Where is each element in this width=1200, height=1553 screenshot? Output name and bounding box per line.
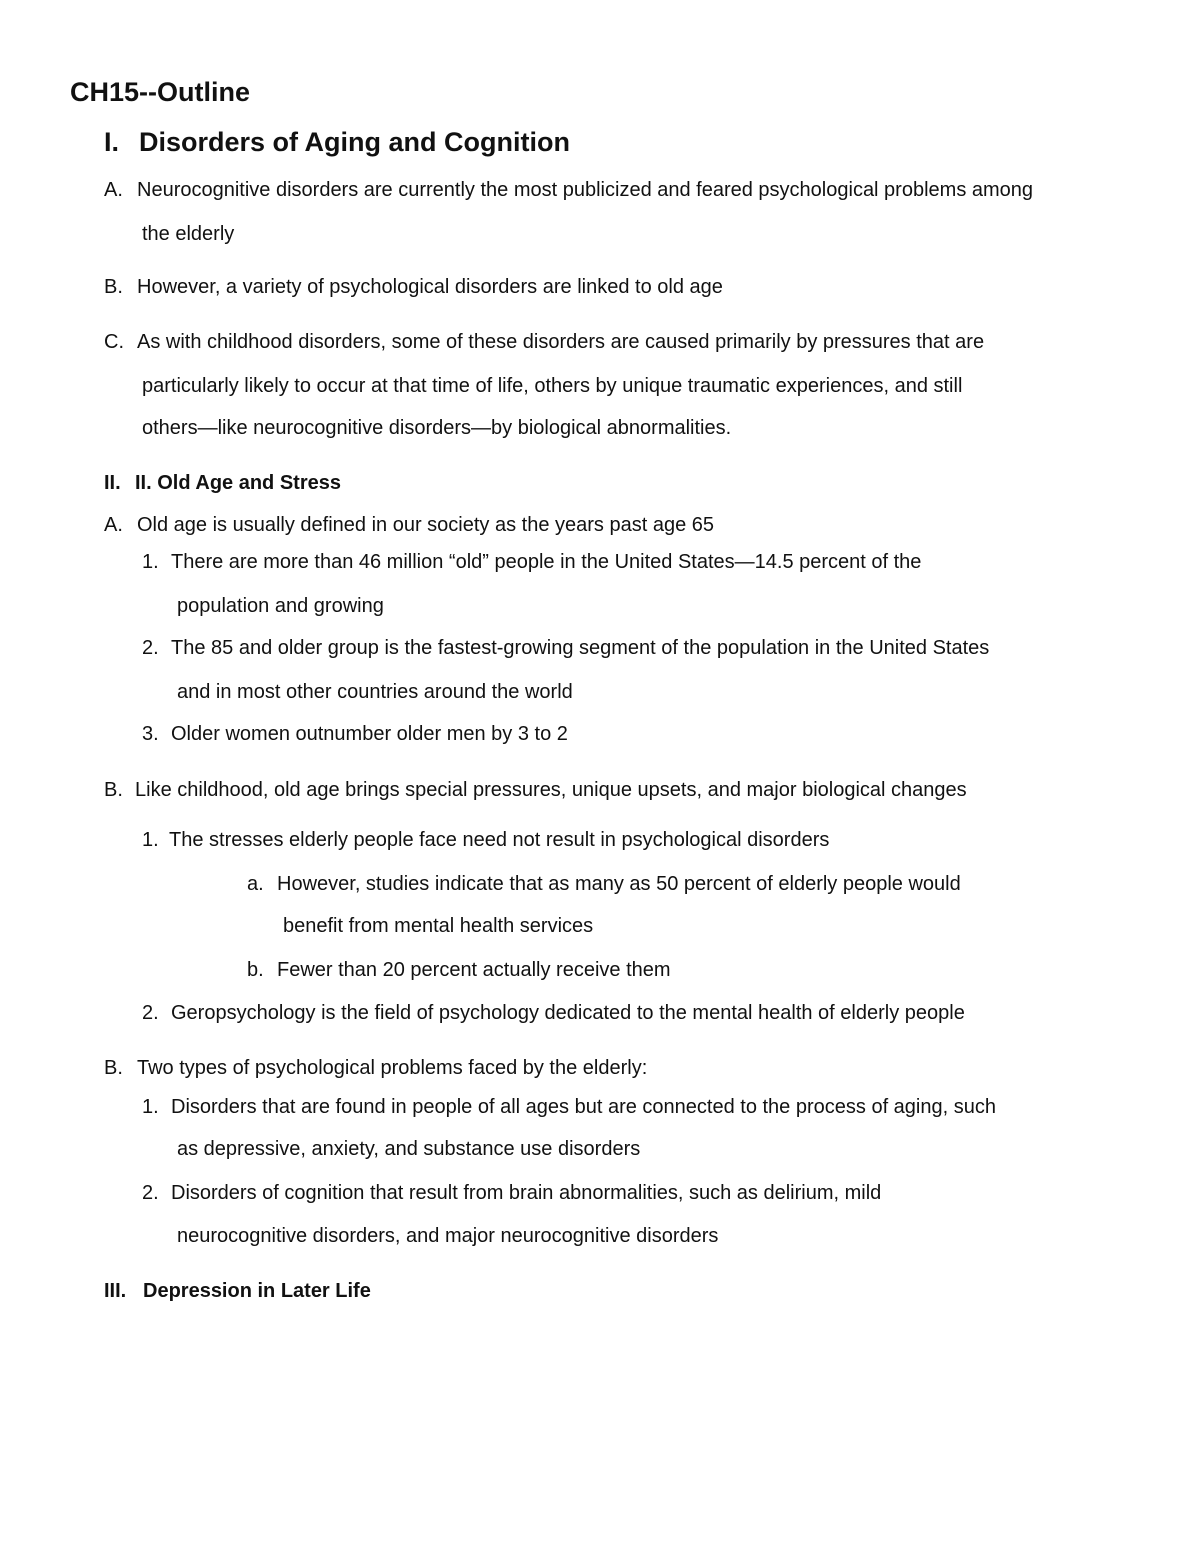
section-2-heading: II. Old Age and Stress (135, 472, 341, 494)
section-2-b1-2-marker: 2. (142, 1002, 159, 1024)
section-2-b1-text: Like childhood, old age brings special pressures, unique upsets, and major biological changes (135, 779, 967, 801)
section-2-b1-1-a-marker: a. (247, 873, 264, 895)
section-2-b1-marker: B. (104, 779, 123, 801)
section-2-a-3-marker: 3. (142, 723, 159, 745)
section-3-heading: Depression in Later Life (143, 1280, 371, 1302)
section-2-marker: II. (104, 472, 121, 494)
section-1-a-marker: A. (104, 179, 123, 201)
section-2-b1-1-a-line-2: benefit from mental health services (283, 915, 594, 937)
section-2-a-marker: A. (104, 514, 123, 536)
section-2-b1-1-line-1: The stresses elderly people face need not result in psychological disorders (169, 829, 830, 851)
section-2-b2-text: Two types of psychological problems faced by the elderly: (137, 1057, 648, 1079)
section-1-heading: Disorders of Aging and Cognition (139, 127, 570, 157)
section-2-b1-2-line-1: Geropsychology is the field of psychology dedicated to the mental health of elderly people (171, 1002, 965, 1024)
section-1-a-line-2: the elderly (142, 223, 235, 245)
section-1-c-line-1: As with childhood disorders, some of these disorders are caused primarily by pressures that are (137, 331, 985, 353)
section-2-b1-1-marker: 1. (142, 829, 159, 851)
section-2-a-2-line-1: The 85 and older group is the fastest-growing segment of the population in the United States (171, 637, 990, 659)
section-2-b2-2-line-2: neurocognitive disorders, and major neurocognitive disorders (177, 1225, 719, 1247)
section-1-c-line-3: others—like neurocognitive disorders—by biological abnormalities. (142, 417, 732, 439)
section-2-b2-1-line-1: Disorders that are found in people of all ages but are connected to the process of aging, such (171, 1096, 996, 1118)
section-2-a-1-line-1: There are more than 46 million “old” people in the United States—14.5 percent of the (171, 551, 922, 573)
section-2-b2-marker: B. (104, 1057, 123, 1079)
section-1-c-marker: C. (104, 331, 124, 353)
section-1-c-line-2: particularly likely to occur at that time of life, others by unique traumatic experiences, and still (142, 375, 963, 397)
section-1-a-line-1: Neurocognitive disorders are currently the most publicized and feared psychological problems among (137, 179, 1034, 201)
section-2-b1-1-b-line-1: Fewer than 20 percent actually receive them (277, 959, 671, 981)
section-2-b2-2-marker: 2. (142, 1182, 159, 1204)
section-1-b-marker: B. (104, 276, 123, 298)
section-2-a-1-marker: 1. (142, 551, 159, 573)
section-2-a-2-marker: 2. (142, 637, 159, 659)
section-1-marker: I. (104, 127, 120, 157)
section-2-a-2-line-2: and in most other countries around the world (177, 681, 573, 703)
section-2-b1-1-a-line-1: However, studies indicate that as many as 50 percent of elderly people would (277, 873, 961, 895)
section-2-b2-1-marker: 1. (142, 1096, 159, 1118)
section-2-b2-2-line-1: Disorders of cognition that result from brain abnormalities, such as delirium, mild (171, 1182, 882, 1204)
section-2-b2-1-line-2: as depressive, anxiety, and substance use disorders (177, 1138, 641, 1160)
section-3-marker: III. (104, 1280, 127, 1302)
section-2-b1-1-b-marker: b. (247, 959, 264, 981)
section-2-a-1-line-2: population and growing (177, 595, 384, 617)
section-2-a-3-line-1: Older women outnumber older men by 3 to 2 (171, 723, 568, 745)
document-title: CH15--Outline (70, 77, 251, 107)
section-2-a-text: Old age is usually defined in our society as the years past age 65 (137, 514, 715, 536)
section-1-b-line-1: However, a variety of psychological disorders are linked to old age (137, 276, 723, 298)
